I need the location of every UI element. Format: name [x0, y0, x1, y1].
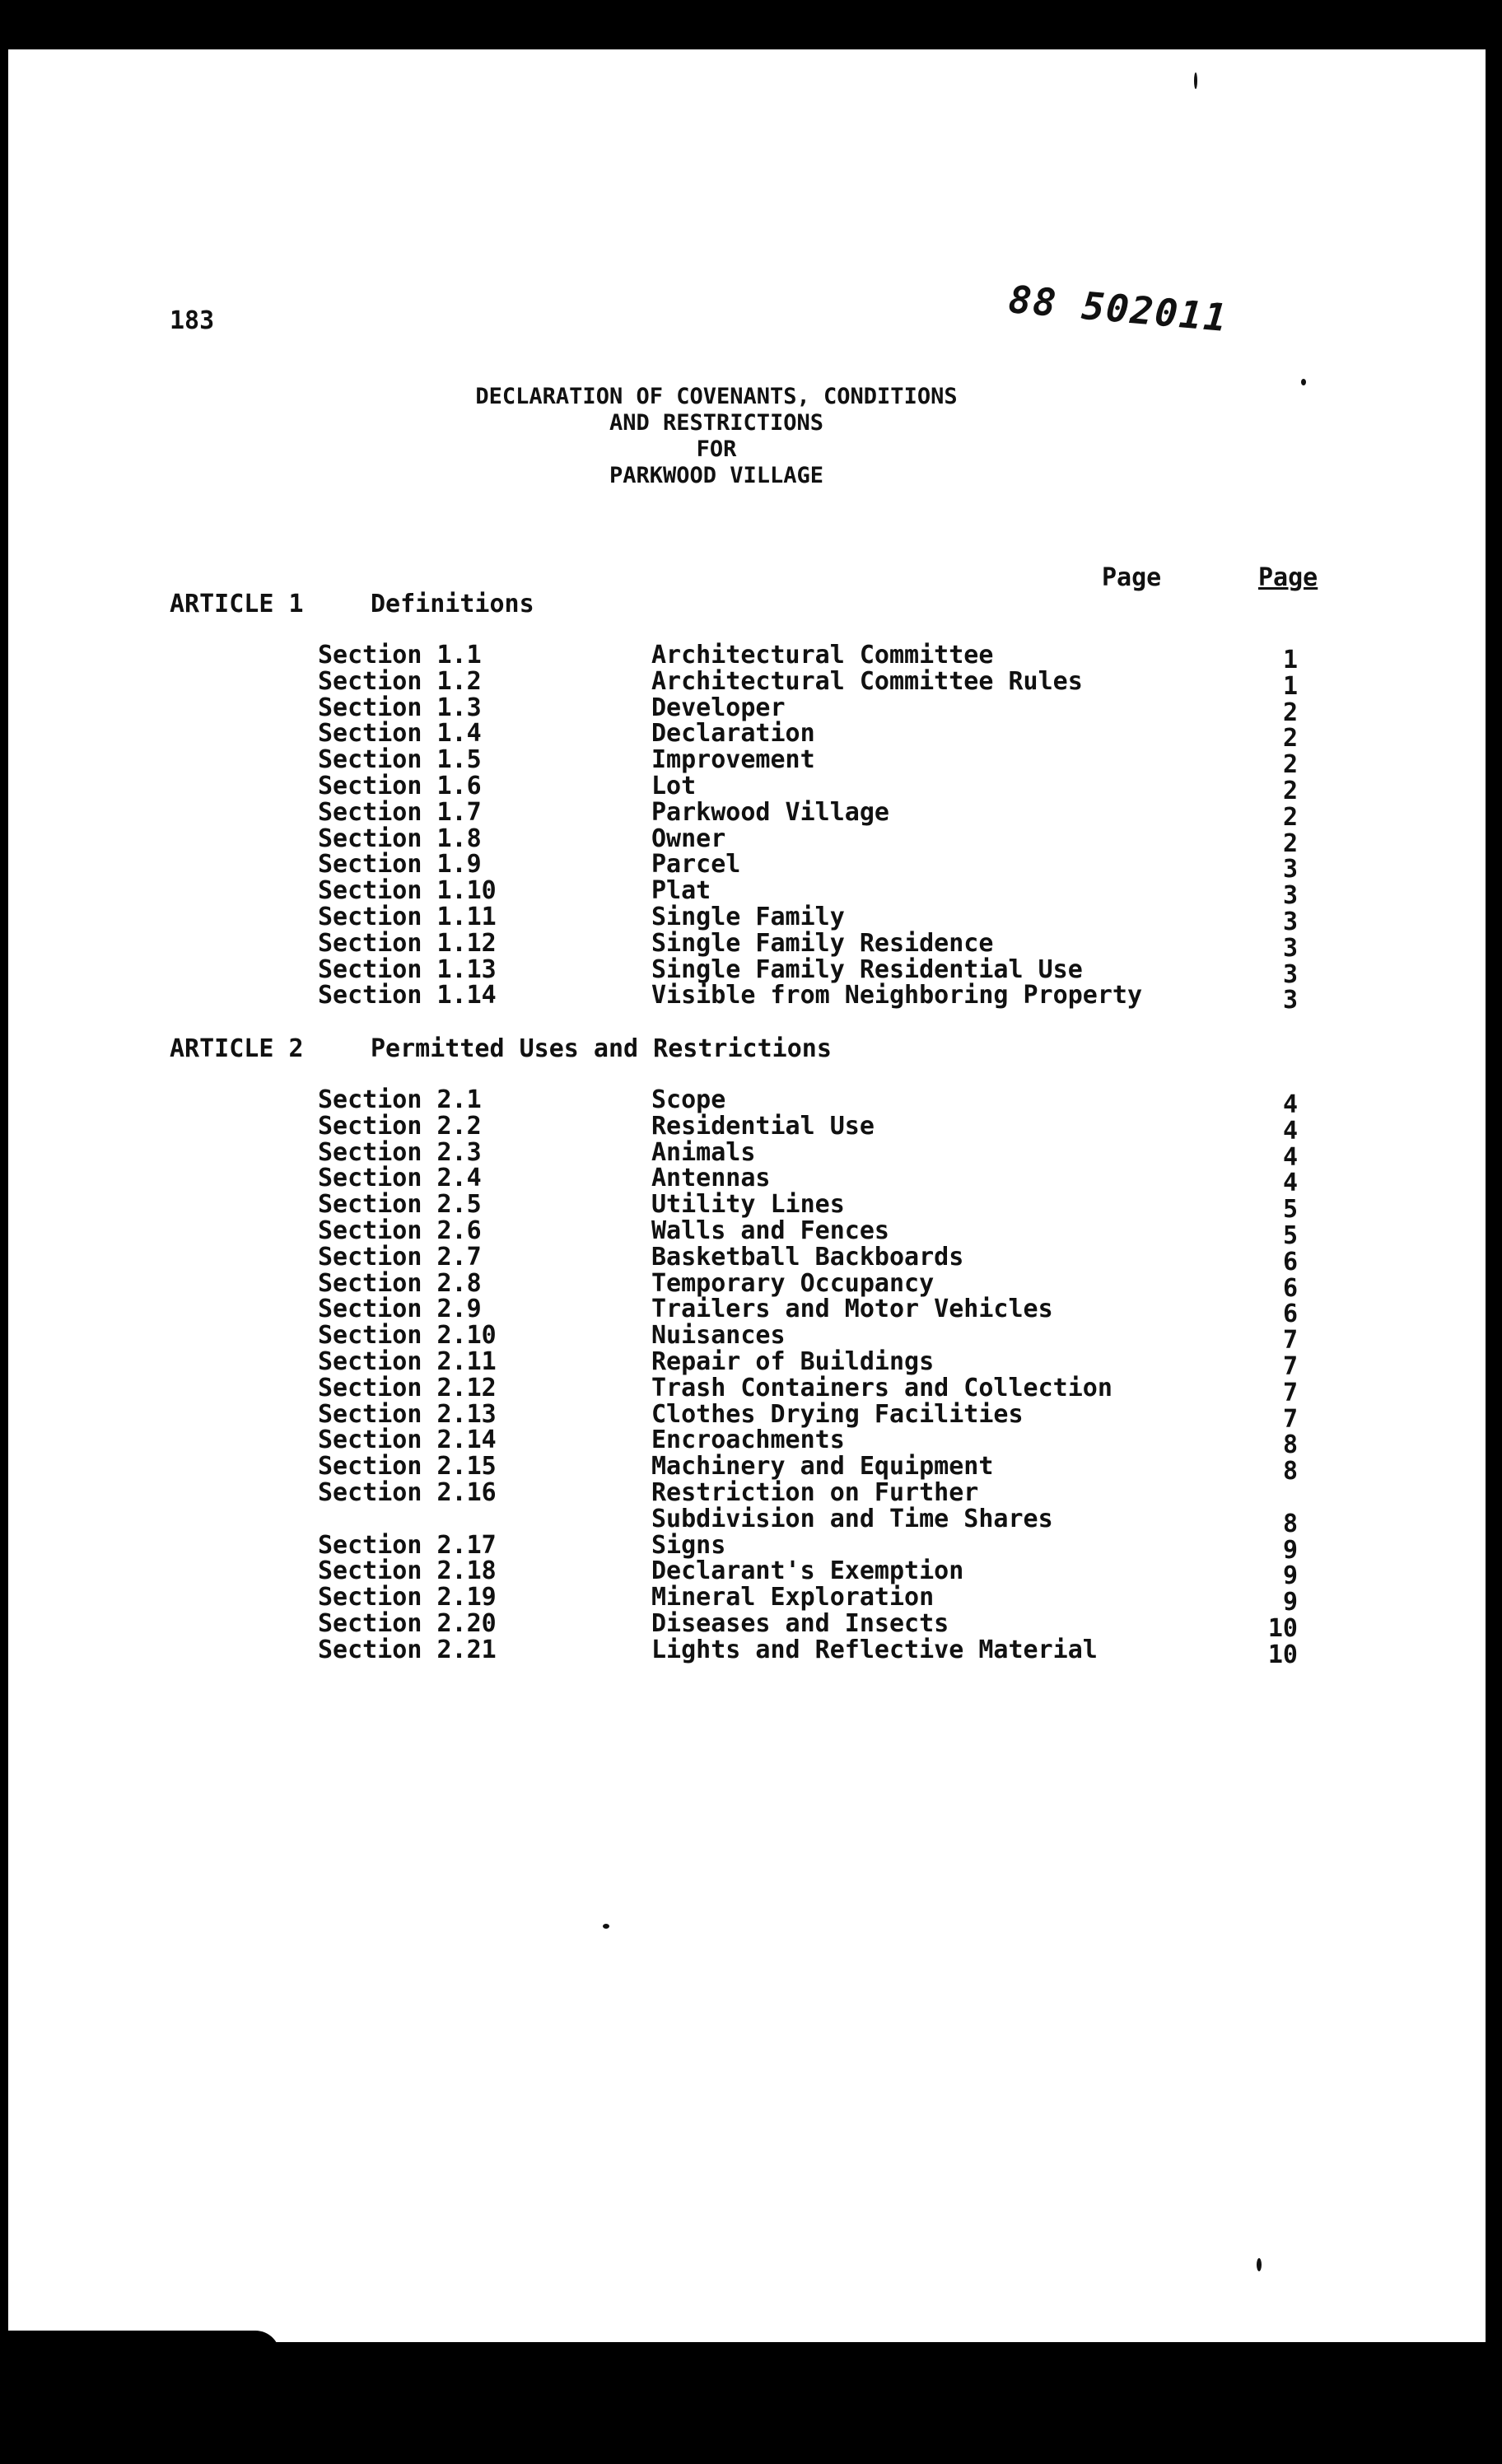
- document-page: [8, 49, 1486, 2342]
- section-page: 7: [1282, 1326, 1298, 1356]
- article-1-section-list: [318, 641, 1331, 1015]
- article-1-heading: [170, 590, 534, 618]
- article-number: ARTICLE 1: [170, 590, 304, 618]
- toc-row: [318, 1478, 1331, 1505]
- section-number: Section 1.2: [318, 666, 482, 696]
- section-page: 3: [1282, 855, 1298, 884]
- article-title: Definitions: [371, 590, 534, 618]
- section-number: Section 2.19: [318, 1583, 497, 1612]
- section-number: Section 1.4: [318, 719, 482, 749]
- section-title: Lot: [651, 771, 697, 800]
- section-number: Section 2.20: [318, 1608, 497, 1638]
- toc-row: [318, 1530, 1331, 1565]
- section-title: Developer: [651, 693, 786, 722]
- section-title: Parkwood Village: [651, 797, 889, 827]
- toc-row: [318, 1216, 1331, 1250]
- scan-speck: [1257, 2258, 1262, 2271]
- section-page: 8: [1282, 1457, 1298, 1486]
- section-title: Encroachments: [651, 1426, 845, 1455]
- section-title: Signs: [651, 1530, 726, 1560]
- section-number: Section 2.3: [318, 1137, 482, 1167]
- section-title: Architectural Committee: [651, 641, 994, 670]
- section-title: Improvement: [651, 745, 815, 775]
- section-number: Section 2.1: [318, 1085, 482, 1114]
- section-page: 3: [1282, 907, 1298, 936]
- section-title: Single Family: [651, 902, 845, 931]
- section-page: 7: [1282, 1351, 1298, 1381]
- section-page: 7: [1282, 1404, 1298, 1434]
- title-line: AND RESTRICTIONS: [609, 410, 824, 436]
- section-page: 3: [1282, 881, 1298, 911]
- section-number: Section 2.21: [318, 1635, 497, 1664]
- section-number: Section 2.2: [318, 1111, 482, 1141]
- toc-row: [318, 1295, 1331, 1329]
- section-title: Subdivision and Time Shares: [651, 1504, 1053, 1533]
- section-title: Single Family Residential Use: [651, 954, 1083, 984]
- section-title: Residential Use: [651, 1111, 875, 1141]
- section-title: Utility Lines: [651, 1190, 845, 1220]
- section-title: Restriction on Further: [651, 1477, 979, 1507]
- section-title: Walls and Fences: [651, 1216, 889, 1245]
- section-page: 3: [1282, 933, 1298, 963]
- section-number: Section 2.6: [318, 1216, 482, 1245]
- section-page: 5: [1282, 1220, 1298, 1250]
- toc-row: [318, 1346, 1331, 1381]
- toc-row: [318, 1164, 1331, 1198]
- section-page: 7: [1282, 1378, 1298, 1407]
- section-title: Repair of Buildings: [651, 1346, 935, 1376]
- section-title: Visible from Neighboring Property: [651, 981, 1143, 1010]
- page-column-header-underlined: Page: [1258, 563, 1318, 592]
- section-title: Lights and Reflective Material: [651, 1635, 1098, 1664]
- section-title: Basketball Backboards: [651, 1242, 964, 1272]
- toc-row: [318, 981, 1331, 1015]
- section-number: Section 1.12: [318, 928, 497, 958]
- toc-row: [318, 850, 1331, 884]
- section-number: Section 1.9: [318, 850, 482, 880]
- section-number: Section 2.14: [318, 1426, 497, 1455]
- toc-row: [318, 771, 1331, 805]
- toc-row: [318, 1608, 1331, 1643]
- section-title: Nuisances: [651, 1321, 786, 1351]
- section-page: 9: [1282, 1588, 1298, 1617]
- page-number: 183: [170, 306, 215, 335]
- section-page: 8: [1282, 1430, 1298, 1460]
- section-page: 3: [1282, 986, 1298, 1015]
- document-title: [255, 384, 1178, 489]
- scan-edge-shadow: [0, 2331, 280, 2464]
- article-title: Permitted Uses and Restrictions: [371, 1034, 832, 1063]
- toc-row: [318, 641, 1331, 674]
- section-number: Section 2.17: [318, 1530, 497, 1560]
- section-number: Section 2.16: [318, 1477, 497, 1507]
- toc-row: [318, 1111, 1331, 1146]
- section-number: Section 1.13: [318, 954, 497, 984]
- section-page: 2: [1282, 698, 1298, 727]
- section-page: 5: [1282, 1195, 1298, 1225]
- section-page: 2: [1282, 750, 1298, 780]
- section-title: Single Family Residence: [651, 928, 994, 958]
- toc-row: [318, 1085, 1331, 1119]
- article-2-section-list: [318, 1085, 1331, 1669]
- toc-row: [318, 1373, 1331, 1407]
- section-title: Scope: [651, 1085, 726, 1114]
- toc-row: [318, 1268, 1331, 1303]
- section-number: Section 1.7: [318, 797, 482, 827]
- section-page: 1: [1282, 646, 1298, 674]
- section-title: Animals: [651, 1137, 756, 1167]
- section-page: 2: [1282, 828, 1298, 858]
- article-2-heading: [170, 1034, 832, 1063]
- section-title: Owner: [651, 824, 726, 853]
- toc-row: [318, 666, 1331, 701]
- section-number: Section 1.5: [318, 745, 482, 775]
- scan-speck: [1301, 379, 1306, 385]
- page-column-header: Page: [1102, 563, 1162, 592]
- toc-row: [318, 1321, 1331, 1356]
- section-page: 1: [1282, 671, 1298, 701]
- section-title: Architectural Committee Rules: [651, 666, 1083, 696]
- section-number: Section 2.13: [318, 1399, 497, 1429]
- section-page: 3: [1282, 959, 1298, 989]
- section-number: Section 2.5: [318, 1190, 482, 1220]
- section-page: 10: [1267, 1613, 1298, 1643]
- section-title: Antennas: [651, 1164, 771, 1193]
- section-page: 6: [1282, 1300, 1298, 1329]
- section-title: Machinery and Equipment: [651, 1452, 994, 1482]
- section-page: 2: [1282, 802, 1298, 832]
- section-page: 9: [1282, 1535, 1298, 1565]
- toc-row: [318, 1583, 1331, 1617]
- article-number: ARTICLE 2: [170, 1034, 304, 1063]
- section-title: Clothes Drying Facilities: [651, 1399, 1024, 1429]
- section-page: 4: [1282, 1090, 1298, 1119]
- section-page: 2: [1282, 776, 1298, 805]
- toc-row: [318, 719, 1331, 754]
- section-number: Section 2.9: [318, 1295, 482, 1324]
- toc-row: [318, 1137, 1331, 1172]
- section-title: Declaration: [651, 719, 815, 749]
- section-page: 2: [1282, 724, 1298, 754]
- toc-row: [318, 824, 1331, 858]
- section-number: Section 2.18: [318, 1556, 497, 1586]
- section-number: Section 2.7: [318, 1242, 482, 1272]
- section-number: Section 1.3: [318, 693, 482, 722]
- section-title: Mineral Exploration: [651, 1583, 935, 1612]
- toc-row: [318, 954, 1331, 989]
- toc-row: [318, 1399, 1331, 1434]
- section-number: Section 2.4: [318, 1164, 482, 1193]
- toc-row: [318, 1452, 1331, 1486]
- scan-speck: [1194, 72, 1197, 89]
- section-title: Declarant's Exemption: [651, 1556, 964, 1586]
- title-line: FOR: [696, 436, 737, 462]
- toc-row: [318, 876, 1331, 911]
- section-number: Section 2.12: [318, 1373, 497, 1402]
- toc-row: [318, 1190, 1331, 1225]
- section-title: Diseases and Insects: [651, 1608, 949, 1638]
- document-number-stamp: 88 502011: [1006, 277, 1230, 341]
- toc-row: [318, 1556, 1331, 1591]
- section-title: Plat: [651, 876, 711, 906]
- toc-row: [318, 693, 1331, 727]
- section-number: Section 1.10: [318, 876, 497, 906]
- title-line: PARKWOOD VILLAGE: [609, 463, 824, 488]
- section-page: 4: [1282, 1169, 1298, 1198]
- section-title: Trash Containers and Collection: [651, 1373, 1113, 1402]
- toc-row: [318, 902, 1331, 936]
- toc-row: [318, 1426, 1331, 1460]
- toc-row: [318, 745, 1331, 780]
- section-page: 9: [1282, 1561, 1298, 1591]
- section-number: Section 1.8: [318, 824, 482, 853]
- section-page: 6: [1282, 1273, 1298, 1303]
- scan-speck: [603, 1924, 609, 1929]
- title-line: DECLARATION OF COVENANTS, CONDITIONS: [475, 384, 958, 409]
- section-number: Section 2.11: [318, 1346, 497, 1376]
- section-page: 4: [1282, 1142, 1298, 1172]
- toc-row: [318, 797, 1331, 832]
- toc-row: [318, 1242, 1331, 1276]
- section-number: Section 2.10: [318, 1321, 497, 1351]
- section-page: 10: [1267, 1640, 1298, 1669]
- toc-row: [318, 1635, 1331, 1669]
- section-page: 8: [1282, 1509, 1298, 1538]
- section-number: Section 1.11: [318, 902, 497, 931]
- toc-row: [318, 928, 1331, 963]
- section-page: 6: [1282, 1247, 1298, 1276]
- section-number: Section 2.8: [318, 1268, 482, 1298]
- section-title: Temporary Occupancy: [651, 1268, 935, 1298]
- section-title: Trailers and Motor Vehicles: [651, 1295, 1053, 1324]
- section-number: Section 1.1: [318, 641, 482, 670]
- section-title: Parcel: [651, 850, 741, 880]
- section-page: 4: [1282, 1116, 1298, 1146]
- toc-row: [318, 1504, 1331, 1538]
- section-number: Section 2.15: [318, 1452, 497, 1482]
- section-number: Section 1.14: [318, 981, 497, 1010]
- section-number: Section 1.6: [318, 771, 482, 800]
